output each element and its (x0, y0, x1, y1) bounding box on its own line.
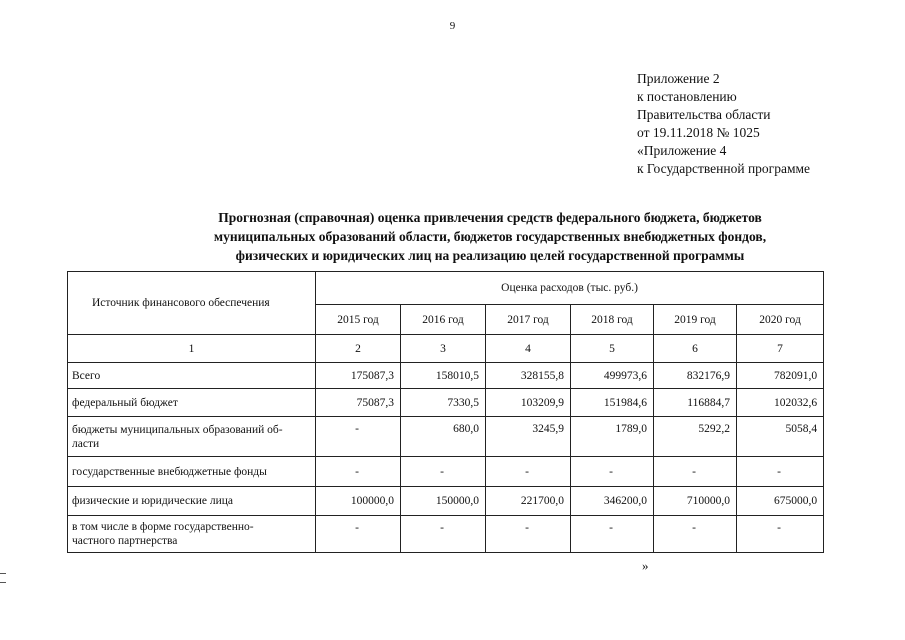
index-row (68, 335, 824, 363)
value-cell: - (737, 516, 824, 553)
value-cell: - (486, 516, 571, 553)
index-cell: 5 (571, 335, 654, 363)
row-label: государственные внебюджетные фонды (68, 457, 316, 487)
year-header: 2017 год (486, 305, 571, 335)
value-cell: 710000,0 (654, 487, 737, 516)
value-cell: 1789,0 (571, 417, 654, 457)
value-cell: 5292,2 (654, 417, 737, 457)
row-label: федеральный бюджет (68, 389, 316, 417)
year-header: 2016 год (401, 305, 486, 335)
margin-mark (0, 573, 6, 574)
table-row (68, 417, 824, 457)
title-line: физических и юридических лиц на реализацию целей государственной программы (235, 248, 745, 263)
value-cell: 680,0 (401, 417, 486, 457)
appendix-line: к Государственной программе (637, 161, 811, 176)
value-cell: - (316, 457, 401, 487)
value-cell: 102032,6 (737, 389, 824, 417)
value-cell: - (316, 516, 401, 553)
value-cell: 3245,9 (486, 417, 571, 457)
value-cell: 5058,4 (737, 417, 824, 457)
index-cell: 7 (737, 335, 824, 363)
margin-mark (0, 582, 6, 583)
year-header: 2015 год (316, 305, 401, 335)
value-cell: - (654, 516, 737, 553)
value-cell: 116884,7 (654, 389, 737, 417)
value-cell: - (571, 457, 654, 487)
value-cell: 346200,0 (571, 487, 654, 516)
value-cell: 499973,6 (571, 363, 654, 389)
value-cell: 675000,0 (737, 487, 824, 516)
value-cell: 832176,9 (654, 363, 737, 389)
value-cell: 150000,0 (401, 487, 486, 516)
row-label: в том числе в форме государственно- частного партнерства (68, 516, 316, 553)
index-cell: 6 (654, 335, 737, 363)
value-cell: 221700,0 (486, 487, 571, 516)
value-cell: - (571, 516, 654, 553)
value-cell: - (401, 516, 486, 553)
value-cell: 782091,0 (737, 363, 824, 389)
row-label: Всего (68, 363, 316, 389)
value-cell: - (737, 457, 824, 487)
appendix-line: Приложение 2 (637, 71, 720, 86)
closing-quote: » (642, 558, 649, 573)
year-header: 2019 год (654, 305, 737, 335)
budget-table (67, 271, 824, 553)
appendix-line: к постановлению (637, 89, 737, 104)
appendix-header (637, 70, 810, 178)
value-cell: 100000,0 (316, 487, 401, 516)
table-row (68, 516, 824, 553)
index-cell: 4 (486, 335, 571, 363)
value-cell: 158010,5 (401, 363, 486, 389)
title-line: Прогнозная (справочная) оценка привлечения средств федерального бюджета, бюджетов (218, 210, 762, 225)
appendix-line: от 19.11.2018 № 1025 (637, 125, 760, 140)
source-column-header: Источник финансового обеспечения (68, 272, 316, 335)
title-line: муниципальных образований области, бюджетов государственных внебюджетных фондов, (213, 229, 767, 244)
table-row (68, 363, 824, 389)
index-cell: 2 (316, 335, 401, 363)
document-title (150, 208, 830, 265)
value-cell: - (486, 457, 571, 487)
value-cell: 103209,9 (486, 389, 571, 417)
value-cell: 75087,3 (316, 389, 401, 417)
table-row (68, 487, 824, 516)
value-cell: 151984,6 (571, 389, 654, 417)
year-header: 2018 год (571, 305, 654, 335)
row-label: физические и юридические лица (68, 487, 316, 516)
value-cell: 7330,5 (401, 389, 486, 417)
index-cell: 1 (68, 335, 316, 363)
table-row (68, 389, 824, 417)
index-cell: 3 (401, 335, 486, 363)
value-cell: 175087,3 (316, 363, 401, 389)
table-row (68, 457, 824, 487)
value-cell: - (401, 457, 486, 487)
value-cell: - (316, 417, 401, 457)
estimate-column-header: Оценка расходов (тыс. руб.) (316, 272, 824, 305)
page-number: 9 (449, 20, 456, 32)
value-cell: - (654, 457, 737, 487)
value-cell: 328155,8 (486, 363, 571, 389)
appendix-line: Правительства области (637, 107, 771, 122)
year-header: 2020 год (737, 305, 824, 335)
appendix-line: «Приложение 4 (637, 143, 727, 158)
row-label: бюджеты муниципальных образований об- ласти (68, 417, 316, 457)
